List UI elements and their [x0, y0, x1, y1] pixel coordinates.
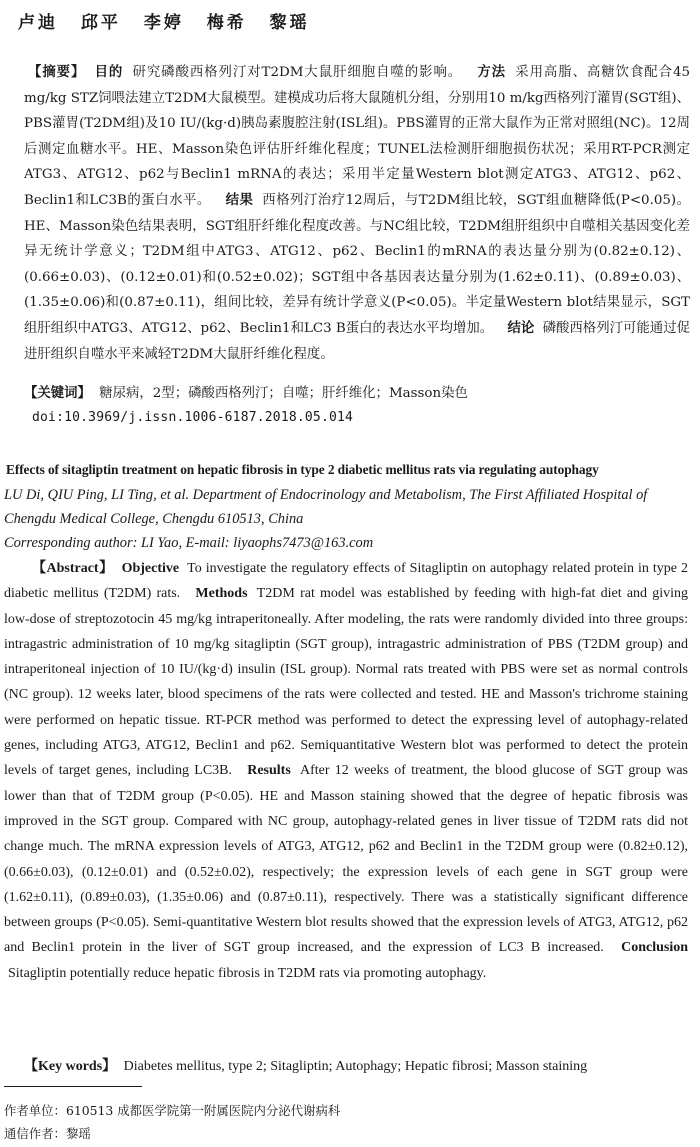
- english-keywords-text: Diabetes mellitus, type 2; Sitagliptin; Autophagy; Hepatic fibrosi; Masson staining: [123, 1059, 588, 1074]
- english-methods-text: T2DM rat model was established by feeding with high-fat diet and giving low-dose of streptozotocin 45 mg/kg intraperitoneally. After modeling, the rats were randomly divided into three groups: intragastric administration of 10 mg/kg sitagliptin (SGT group), intragastric administration of PBS (T2DM group) and intraperitoneal injection of 10 IU/(kg·d) insulin (ISL group). Normal rats treated with PBS were set as normal controls (NC group). 12 weeks later, blood specimens of the rats were collected and tested. HE and Masson's trichrome staining were performed on hepatic tissue. RT-PCR method was performed to detect the expressing level of autophagy-related genes, including ATG3, ATG12, Beclin1 and p62. Semiquantitative Western blot was performed to detect the protein levels of target genes, including LC3B.: [4, 586, 689, 779]
- chinese-objective-label: 目的: [94, 64, 124, 80]
- chinese-keywords: [24, 381, 690, 406]
- chinese-conclusion-label: 结论: [507, 319, 535, 336]
- footnote-affiliation: 作者单位：610513 成都医学院第一附属医院内分泌代谢病科: [4, 1103, 341, 1118]
- chinese-objective-text: 研究磷酸西格列汀对T2DM大鼠肝细胞自噬的影响。: [132, 65, 463, 80]
- english-results-label: Results: [247, 763, 291, 779]
- english-authors-affiliation: LU Di, QIU Ping, LI Ting, et al. Department of Endocrinology and Metabolism, The First Affiliated Hospital of Chengdu Medical College, Chengdu 610513, China: [4, 487, 648, 527]
- english-conclusion-label: Conclusion: [621, 940, 688, 956]
- english-objective-label: Objective: [121, 561, 180, 576]
- footnote-corresponding-author: 通信作者：黎瑶: [4, 1126, 91, 1141]
- english-abstract-label: 【Abstract】: [32, 561, 114, 576]
- chinese-keywords-text: 糖尿病，2型；磷酸西格列汀；自噬；肝纤维化；Masson染色: [99, 386, 468, 401]
- chinese-methods-label: 方法: [477, 64, 507, 80]
- english-title: Effects of sitagliptin treatment on hepatic fibrosis in type 2 diabetic mellitus rats via regulating autophagy: [6, 462, 599, 477]
- doi-line: doi:10.3969/j.issn.1006-6187.2018.05.014: [32, 410, 354, 425]
- chinese-results-text: 西格列汀治疗12周后，与T2DM组比较，SGT组血糖降低(P<0.05)。HE、Masson染色结果表明，SGT组肝纤维化程度改善。与NC组比较，T2DM组肝组织中自噬相关基因变化差异无统计学意义；T2DM组中ATG3、ATG12、p62、Beclin1的mRNA的表达量分别为(0.82±0.12)、(0.66±0.03)、(0.12±0.01)和(0.52±0.02)；SGT组中各基因表达量分别为(1.62±0.11)、(0.89±0.03)、(1.35±0.06)和(0.87±0.11)，组间比较，差异有统计学意义(P<0.05)。半定量Western blot结果显示，SGT组肝组织中ATG3、ATG12、p62、Beclin1和LC3 B蛋白的表达水平均增加。: [24, 192, 690, 336]
- chinese-abstract: [24, 60, 690, 367]
- english-abstract: [4, 556, 688, 986]
- chinese-methods-text: 采用高脂、高糖饮食配合45 mg/kg STZ饲喂法建立T2DM大鼠模型。建模成功后将大鼠随机分组，分别用10 m/kg西格列汀灌胃(SGT组)、PBS灌胃(T2DM组)及10 IU/(kg·d)胰岛素腹腔注射(ISL组)。PBS灌胃的正常大鼠作为正常对照组(NC)。12周后测定血糖水平。HE、Masson染色评估肝纤维化程度；TUNEL法检测肝细胞损伤状况；采用RT-PCR测定ATG3、ATG12、p62与Beclin1 mRNA的表达；采用半定量Western blot测定ATG3、ATG12、p62、Beclin1和LC3B的蛋白水平。: [24, 65, 691, 208]
- footnote-divider: [4, 1086, 142, 1087]
- english-keywords: [24, 1055, 694, 1079]
- english-results-text: After 12 weeks of treatment, the blood glucose of SGT group was lower than that of T2DM group (P<0.05). HE and Masson staining showed that the degree of hepatic fibrosis was improved in the SGT group. Compared with NC group, autophagy-related genes in liver tissue of T2DM rats did not change much. The mRNA expression levels of ATG3, ATG12, p62 and Beclin1 in the T2DM group were (0.82±0.12), (0.66±0.03), (0.12±0.01) and (0.52±0.02), respectively; the expression levels of each gene in SGT group were (1.62±0.11), (0.89±0.03), (1.35±0.06) and (0.87±0.11), respectively. There was a statistically significant difference between groups (P<0.05). Semi-quantitative Western blot results showed that the expression levels of ATG3, ATG12, p62 and Beclin1 protein in the liver of SGT group increased, and the expression of LC3 B increased.: [4, 763, 689, 956]
- chinese-abstract-label: 【摘要】: [28, 64, 86, 80]
- english-keywords-label: 【Key words】: [24, 1059, 117, 1074]
- chinese-results-label: 结果: [225, 191, 254, 208]
- chinese-conclusion-text: 磷酸西格列汀可能通过促进肝组织自噬水平来减轻T2DM大鼠肝纤维化程度。: [24, 320, 691, 362]
- chinese-keywords-label: 【关键词】: [24, 385, 91, 401]
- english-conclusion-text: Sitagliptin potentially reduce hepatic fibrosis in T2DM rats via promoting autophagy.: [8, 965, 487, 981]
- english-objective-text: To investigate the regulatory effects of Sitagliptin on autophagy related protein in type 2 diabetic mellitus (T2DM) rats.: [4, 561, 689, 602]
- english-methods-label: Methods: [195, 586, 248, 602]
- chinese-author-list: 卢迪 邱平 李婷 梅希 黎瑶: [18, 13, 310, 33]
- english-corresponding-author: Corresponding author: LI Yao, E-mail: liyaophs7473@163.com: [4, 535, 374, 551]
